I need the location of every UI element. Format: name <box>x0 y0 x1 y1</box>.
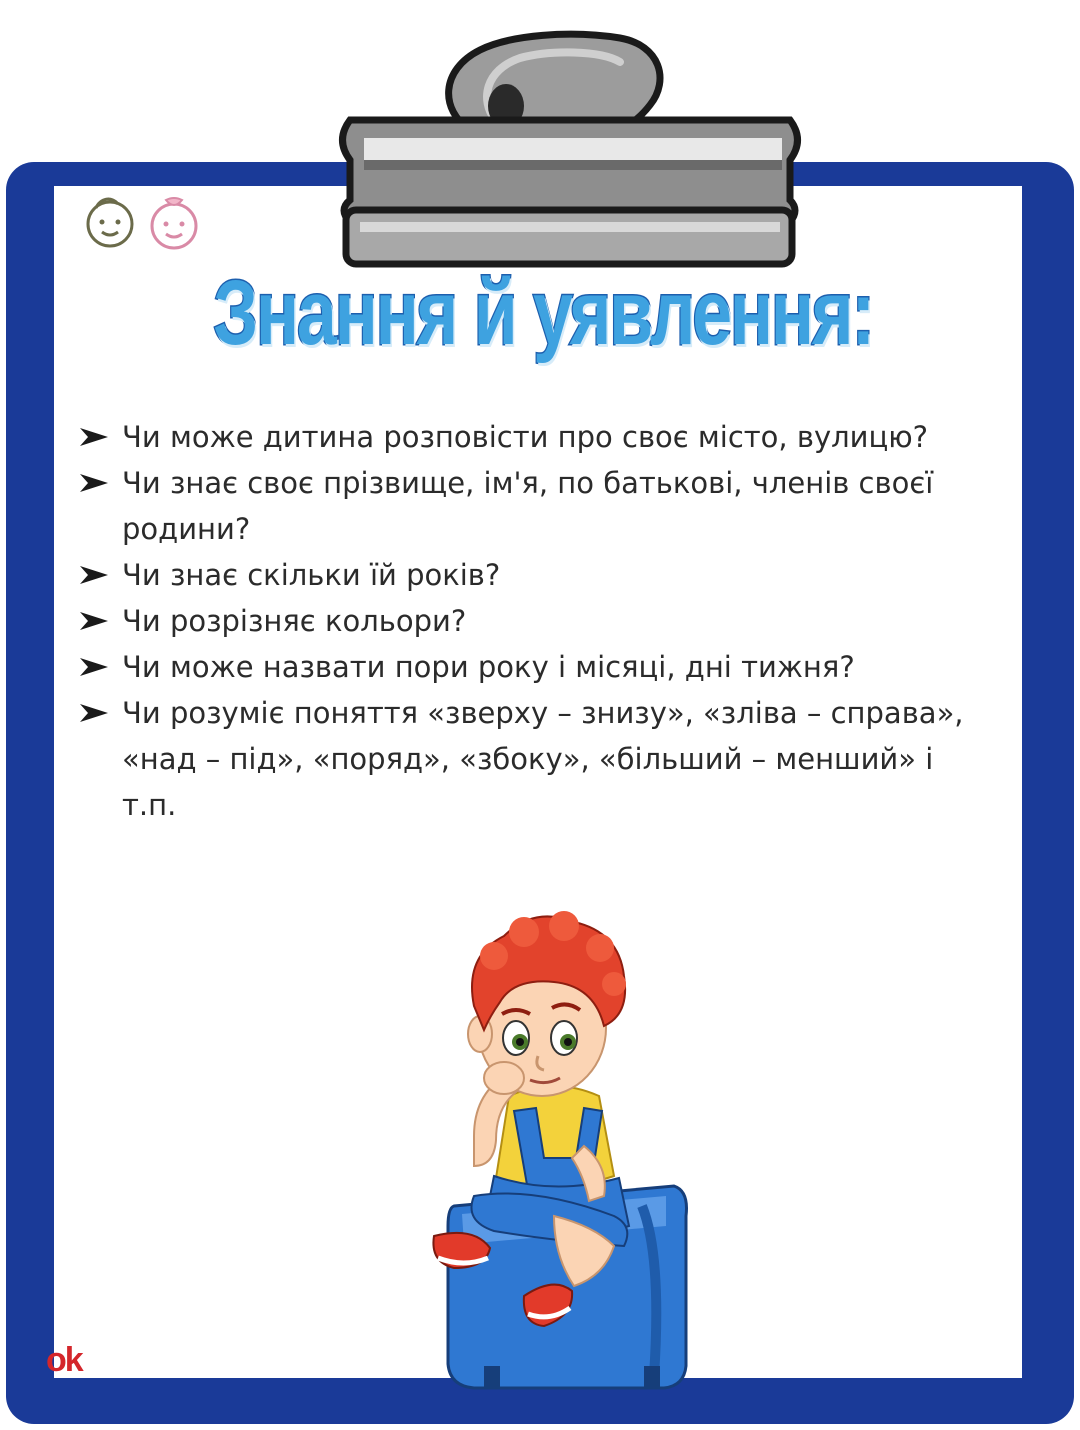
arrow-bullet-icon <box>78 702 110 724</box>
question-text: Чи розрізняє кольори? <box>122 604 467 638</box>
arrow-bullet-icon <box>78 426 110 448</box>
list-item <box>78 598 978 644</box>
list-item <box>78 460 978 552</box>
question-text: Чи знає скільки їй років? <box>122 558 501 592</box>
list-item <box>78 690 978 828</box>
baby-faces-icon <box>74 190 214 252</box>
question-text: Чи знає своє прізвище, ім'я, по батькові, членів своєї родини? <box>122 466 934 546</box>
question-text: Чи може назвати пори року і місяці, дні тижня? <box>122 650 855 684</box>
binder-clip-icon <box>320 10 820 280</box>
question-text: Чи розуміє поняття «зверху – знизу», «зліва – справа», «над – під», «поряд», «збоку», «більший – менший» і т.п. <box>122 696 964 822</box>
question-text: Чи може дитина розповісти про своє місто, вулицю? <box>122 420 929 454</box>
list-item <box>78 552 978 598</box>
ok-logo: ok <box>46 1341 82 1379</box>
arrow-bullet-icon <box>78 610 110 632</box>
arrow-bullet-icon <box>78 656 110 678</box>
thinking-boy-illustration <box>404 896 704 1396</box>
list-item <box>78 414 978 460</box>
list-item <box>78 644 978 690</box>
page-title: Знання й уявлення: <box>213 262 873 364</box>
arrow-bullet-icon <box>78 472 110 494</box>
question-list <box>78 414 978 828</box>
arrow-bullet-icon <box>78 564 110 586</box>
